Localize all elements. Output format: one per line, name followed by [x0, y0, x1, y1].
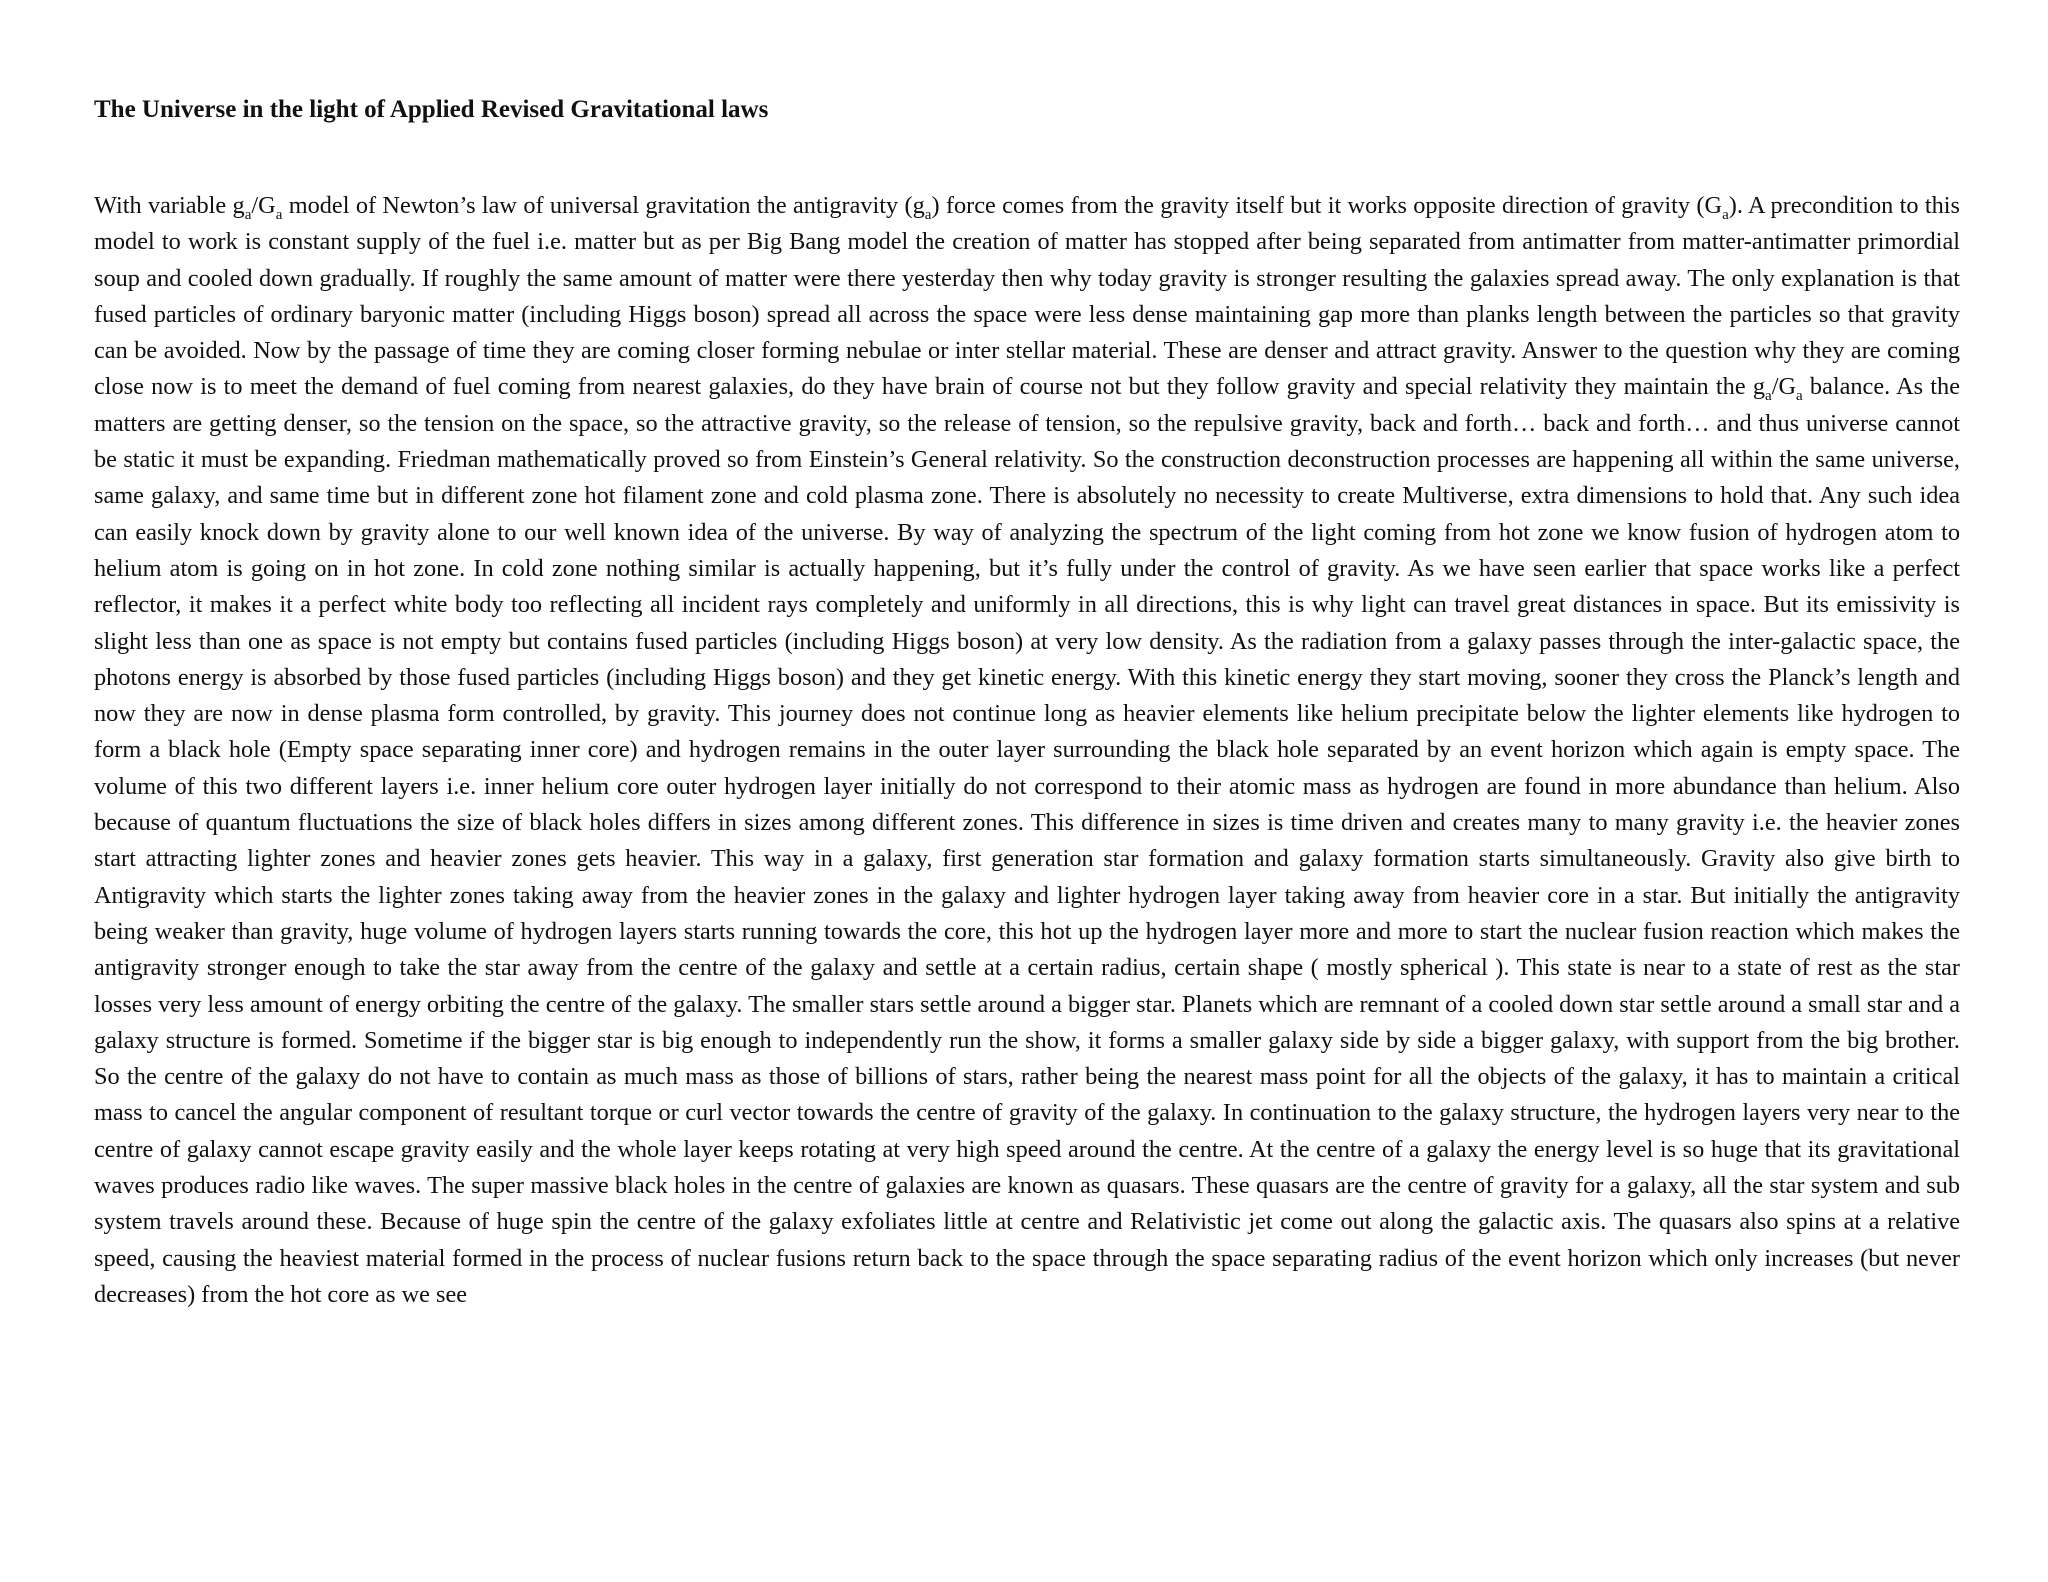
- subscript: a: [275, 207, 283, 223]
- text-segment: /G: [251, 192, 276, 219]
- subscript: a: [924, 207, 932, 223]
- text-segment: With variable g: [94, 192, 245, 219]
- text-segment: model of Newton’s law of universal gravitation the antigravity (g: [282, 192, 925, 219]
- subscript: a: [244, 207, 252, 223]
- subscript: a: [1765, 388, 1772, 405]
- document-title: The Universe in the light of Applied Revised Gravitational laws: [94, 96, 769, 123]
- body-paragraph: [94, 188, 1960, 1313]
- text-segment: ) force comes from the gravity itself but it works opposite direction of gravity (G: [931, 192, 1723, 219]
- document-page: [94, 92, 1960, 1313]
- text-segment: ). A precondition to this model to work is constant supply of the fuel i.e. matter but as per Big Bang model the creation of matter has stopped after being separated from antimatter from matter-antimatter primordial soup and cooled down gradually. If roughly the same amount of matter were there yesterday then why today gravity is stronger resulting the galaxies spread away. The only explanation is that fused particles of ordinary baryonic matter (including Higgs boson) spread all across the space were less dense maintaining gap more than planks length between the particles so that gravity can be avoided. Now by the passage of time they are coming closer forming nebulae or inter stellar material. These are denser and attract gravity. Answer to the question why they are coming close now is to meet the demand of fuel coming from nearest galaxies, do they have brain of course not but they follow gravity and special relativity they maintain the g: [94, 192, 1960, 401]
- subscript: a: [1722, 207, 1729, 223]
- text-segment: balance. As the matters are getting denser, so the tension on the space, so the attractive gravity, so the release of tension, so the repulsive gravity, back and forth… back and forth… and thus universe cannot be static it must be expanding. Friedman mathematically proved so from Einstein’s General relativity. So the construction deconstruction processes are happening all within the same universe, same galaxy, and same time but in different zone hot filament zone and cold plasma zone. There is absolutely no necessity to create Multiverse, extra dimensions to hold that. Any such idea can easily knock down by gravity alone to our well known idea of the universe. By way of analyzing the spectrum of the light coming from hot zone we know fusion of hydrogen atom to helium atom is going on in hot zone. In cold zone nothing similar is actually happening, but it’s fully under the control of gravity. As we have seen earlier that space works like a perfect reflector, it makes it a perfect white body too reflecting all incident rays completely and uniformly in all directions, this is why light can travel great distances in space. But its emissivity is slight less than one as space is not empty but contains fused particles (including Higgs boson) at very low density. As the radiation from a galaxy passes through the inter-galactic space, the photons energy is absorbed by those fused particles (including Higgs boson) and they get kinetic energy. With this kinetic energy they start moving, sooner they cross the Planck’s length and now they are now in dense plasma form controlled, by gravity. This journey does not continue long as heavier elements like helium precipitate below the lighter elements like hydrogen to form a black hole (Empty space separating inner core) and hydrogen remains in the outer layer surrounding the black hole separated by an event horizon which again is empty space. The volume of this two different layers i.e. inner helium core outer hydrogen layer initially do not correspond to their atomic mass as hydrogen are found in more abundance than helium. Also because of quantum fluctuations the size of black holes differs in sizes among different zones. This difference in sizes is time driven and creates many to many gravity i.e. the heavier zones start attracting lighter zones and heavier zones gets heavier. This way in a galaxy, first generation star formation and galaxy formation starts simultaneously. Gravity also give birth to Antigravity which starts the lighter zones taking away from the heavier zones in the galaxy and lighter hydrogen layer taking away from heavier core in a star. But initially the antigravity being weaker than gravity, huge volume of hydrogen layers starts running towards the core, this hot up the hydrogen layer more and more to start the nuclear fusion reaction which makes the antigravity stronger enough to take the star away from the centre of the galaxy and settle at a certain radius, certain shape ( mostly spherical ). This state is near to a state of rest as the star losses very less amount of energy orbiting the centre of the galaxy. The smaller stars settle around a bigger star. Planets which are remnant of a cooled down star settle around a small star and a galaxy structure is formed. Sometime if the bigger star is big enough to independently run the show, it forms a smaller galaxy side by side a bigger galaxy, with support from the big brother. So the centre of the galaxy do not have to contain as much mass as those of billions of stars, rather being the nearest mass point for all the objects of the galaxy, it has to maintain a critical mass to cancel the angular component of resultant torque or curl vector towards the centre of gravity of the galaxy. In continuation to the galaxy structure, the hydrogen layers very near to the centre of galaxy cannot escape gravity easily and the whole layer keeps rotating at very high speed around the centre. At the centre of a galaxy the energy level is so huge that its gravitational waves produces radio like waves. The super massive black holes in the centre of galaxies are known as quasars. These quasars are the centre of gravity for a galaxy, all the star system and sub system travels around these. Because of huge spin the centre of the galaxy exfoliates little at centre and Relativistic jet come out along the galactic axis. The quasars also spins at a relative speed, causing the heaviest material formed in the process of nuclear fusions return back to the space through the space separating radius of the event horizon which only increases (but never decreases) from the hot core as we see: [94, 373, 1960, 1308]
- text-segment: /G: [1771, 373, 1796, 401]
- subscript: a: [1796, 388, 1803, 405]
